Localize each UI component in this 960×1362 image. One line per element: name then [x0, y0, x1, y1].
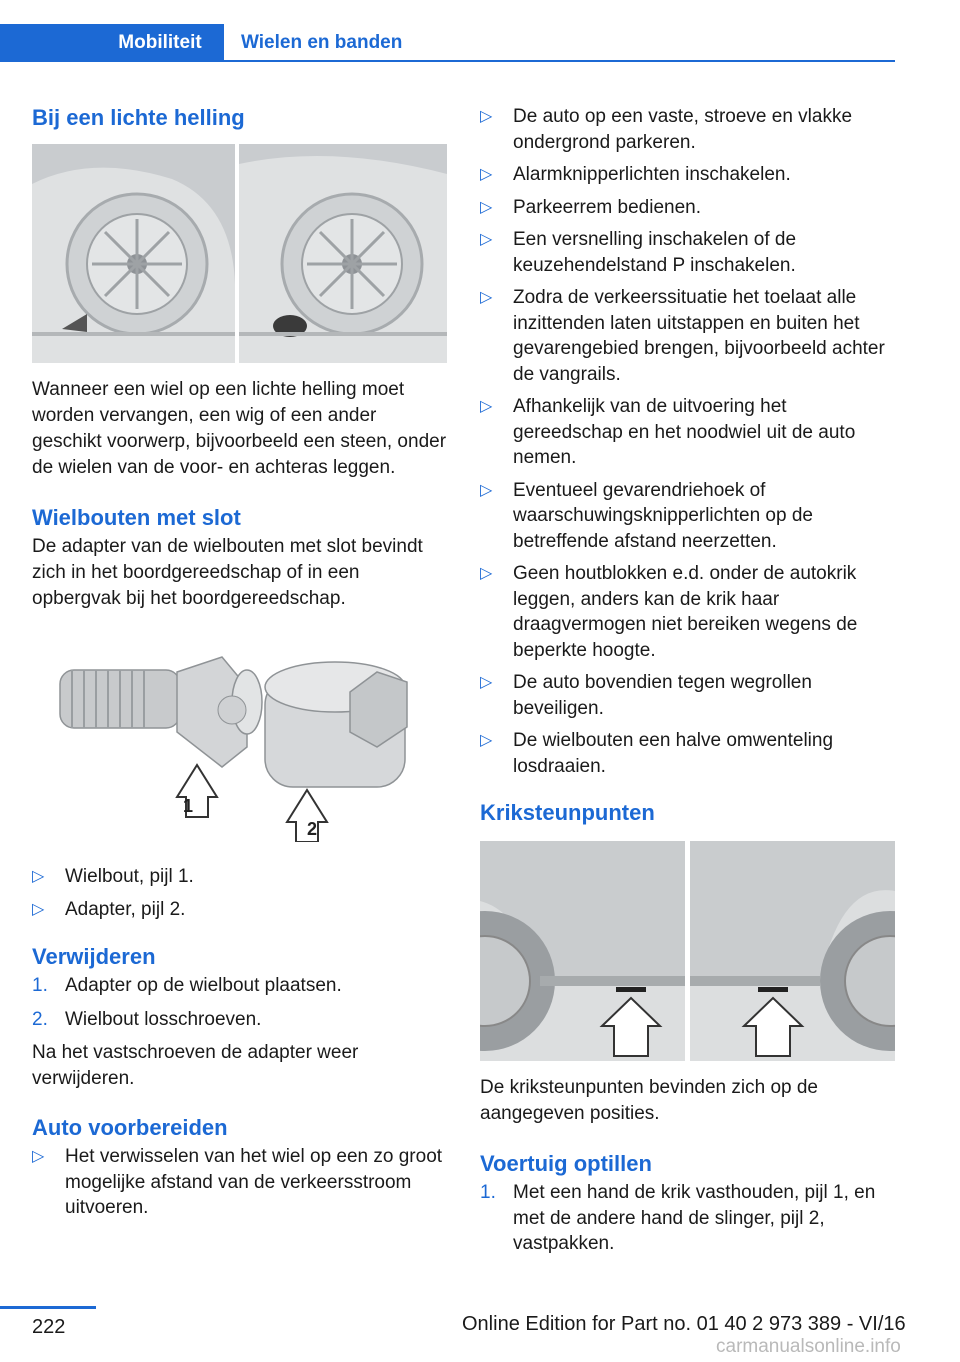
list-item: ▷ Geen houtblokken e.d. onder de autokrik leggen, anders kan de krik haar draagvermogen niet bereiken wegens de beperkte hoogte. — [480, 563, 858, 661]
triangle-right-outline-icon: ▷ — [480, 481, 493, 499]
triangle-right-outline-icon: ▷ — [480, 674, 493, 691]
arrow-label-1: 1 — [183, 796, 194, 816]
watermark: carmanualsonline.info — [716, 1336, 901, 1357]
bolt-adapter-drawing — [32, 632, 447, 842]
triangle-right-outline-icon: ▷ — [32, 1148, 45, 1165]
triangle-right-outline-icon: ▷ — [32, 900, 45, 918]
list-item: ▷ De auto op een vaste, stroeve en vlakke ondergrond parkeren. — [480, 106, 853, 153]
section-tab: Mobiliteit — [96, 24, 224, 62]
lift-steps — [480, 1180, 898, 1257]
footer-rule — [0, 1306, 96, 1309]
jack-points-drawing — [480, 841, 895, 1061]
heading-remove: Verwijderen — [32, 944, 156, 969]
arrow-label-2: 2 — [307, 819, 318, 839]
locks-paragraph: De adapter van de wielbouten met slot bevindt zich in het boordgereedschap of in een opbergvak bij het boordgereedschap. — [32, 536, 423, 609]
triangle-right-outline-icon: ▷ — [480, 231, 493, 248]
remove-steps — [32, 973, 450, 1032]
heading-slope: Bij een lichte helling — [32, 105, 245, 130]
list-item: ▷ De wielbouten een halve omwenteling losdraaien. — [480, 730, 834, 777]
list-item: ▷ Het verwisselen van het wiel op een zo groot mogelijke afstand van de verkeersstroom uitvoeren. — [32, 1146, 443, 1218]
triangle-right-outline-icon: ▷ — [480, 565, 493, 582]
list-item: 1. Met een hand de krik vasthouden, pijl 1, en met de andere hand de slinger, pijl 2, vastpakken. — [480, 1182, 876, 1254]
left-column — [32, 100, 450, 1228]
page-number: 222 — [32, 1316, 66, 1338]
list-item: 1. Adapter op de wielbout plaatsen. — [32, 975, 342, 996]
triangle-right-outline-icon: ▷ — [480, 732, 493, 749]
slope-paragraph: Wanneer een wiel op een lichte helling moet worden vervangen, een wig of een ander geschikt voorwerp, bijvoorbeeld een steen, onder de wielen van de voor- en achteras leggen. — [32, 379, 447, 478]
list-item: ▷ Alarmknipperlichten inschakelen. — [480, 162, 898, 188]
list-item: ▷ Wielbout, pijl 1. — [32, 864, 450, 890]
chapter-title: Wielen en banden — [241, 32, 403, 53]
wheel-wedge-drawing — [32, 144, 447, 363]
heading-locks: Wielbouten met slot — [32, 505, 241, 530]
heading-lift: Voertuig optillen — [480, 1151, 652, 1176]
heading-prepare: Auto voorbereiden — [32, 1115, 228, 1140]
list-item: ▷ Parkeerrem bedienen. — [480, 195, 898, 221]
triangle-right-outline-icon: ▷ — [480, 198, 493, 216]
header-rule — [224, 60, 895, 62]
list-item: ▷ Zodra de verkeerssituatie het toelaat alle inzittenden laten uitstappen en buiten het gevarengebied brengen, bijvoorbeeld achter de vangrails. — [480, 287, 885, 385]
list-item: ▷ De auto bovendien tegen wegrollen beveiligen. — [480, 672, 812, 719]
jack-points-illustration — [480, 841, 895, 1061]
remove-paragraph: Na het vastschroeven de adapter weer verwijderen. — [32, 1042, 359, 1089]
header-bar — [0, 24, 96, 62]
triangle-right-outline-icon: ▷ — [480, 166, 493, 183]
right-column — [480, 104, 898, 1265]
triangle-right-outline-icon: ▷ — [480, 289, 493, 306]
list-item: ▷ Eventueel gevarendriehoek of waarschuwingsknipperlichten op de betreffende afstand neerzetten. — [480, 479, 813, 552]
list-item: ▷ Adapter, pijl 2. — [32, 897, 450, 923]
heading-jack-points: Kriksteunpunten — [480, 800, 655, 825]
edition-line: Online Edition for Part no. 01 40 2 973 389 - VI/16 — [462, 1313, 906, 1335]
triangle-right-outline-icon: ▷ — [480, 108, 493, 125]
prepare-list — [32, 1144, 450, 1221]
bolt-adapter-illustration — [32, 632, 447, 842]
prepare-list-continued — [480, 104, 898, 779]
wheel-wedge-illustration — [32, 144, 447, 363]
triangle-right-outline-icon: ▷ — [480, 398, 493, 415]
bolt-list — [32, 864, 450, 922]
triangle-right-outline-icon: ▷ — [32, 868, 45, 885]
list-item: ▷ Afhankelijk van de uitvoering het gereedschap en het noodwiel uit de auto nemen. — [480, 396, 856, 468]
jack-points-paragraph: De kriksteunpunten bevinden zich op de aangegeven posities. — [480, 1077, 819, 1124]
list-item: ▷ Een versnelling inschakelen of de keuzehendelstand P inschakelen. — [480, 229, 797, 276]
list-item: 2. Wielbout losschroeven. — [32, 1008, 262, 1030]
